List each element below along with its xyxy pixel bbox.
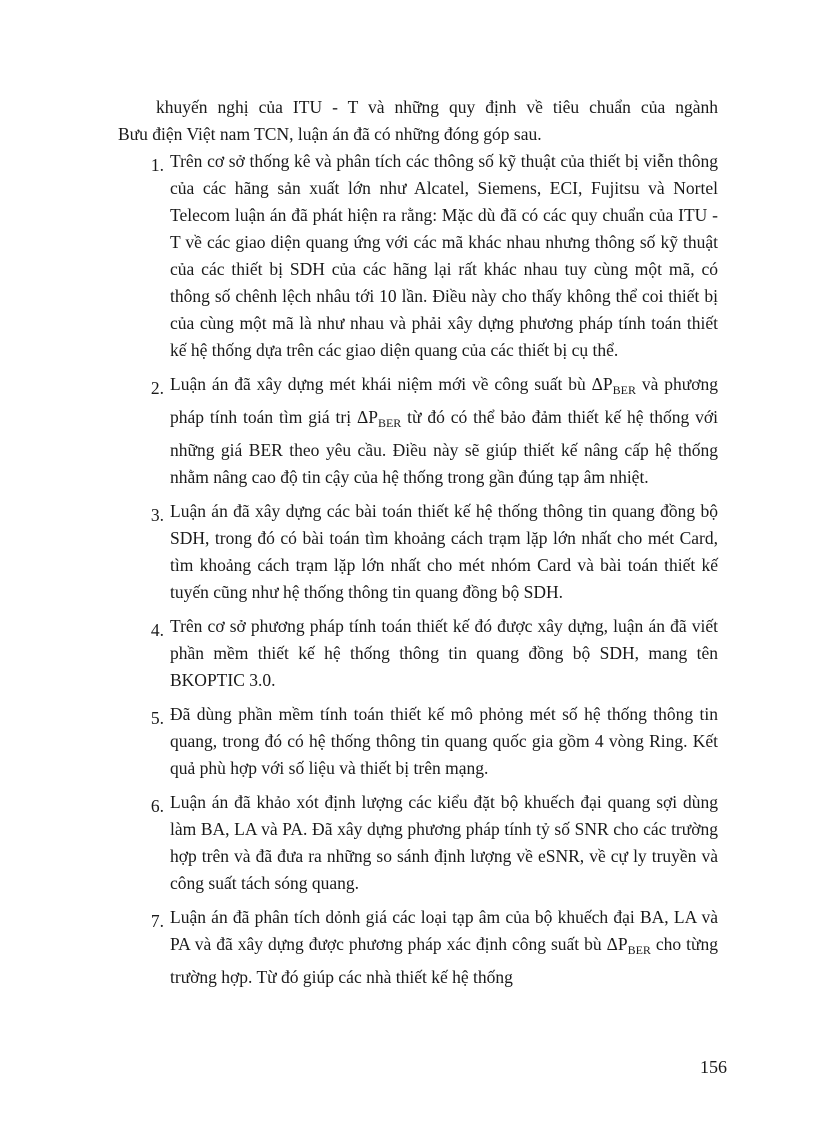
list-item-3 [118,498,718,606]
list-item-5 [118,701,718,782]
item-text: Luận án đã khảo xót định lượng các kiểu đặt bộ khuếch đại quang sợi dùng làm BA, LA và PA. Đã xây dựng phương pháp tính tỷ số SNR cho các trường hợp trên và đã đưa ra những so sánh định lượng về eSNR, về cự ly truyền và công suất tách sóng quang. [170,792,718,893]
item-number: 5. [150,708,164,728]
list-item-4 [118,613,718,694]
item-text [170,904,718,991]
item-number: 4. [150,620,164,640]
item-number: 1. [150,155,164,175]
item-text-part: cho từng trường hợp. Từ đó giúp các nhà thiết kế hệ thống [170,934,718,987]
item-text: Đã dùng phần mềm tính toán thiết kế mô phỏng mét số hệ thống thông tin quang, trong đó có hệ thống thông tin quang quốc gia gồm 4 vòng Ring. Kết quả phù hợp với số liệu và thiết bị trên mạng. [170,704,718,778]
item-text-part: Luận án đã xây dựng mét khái niệm mới về công suất bù ΔP [170,374,613,394]
intro-line-1: khuyến nghị của ITU - T và những quy định về tiêu chuẩn của ngành [156,97,718,117]
list-item-7 [118,904,718,991]
item-number: 7. [150,911,164,931]
item-number: 6. [150,796,164,816]
item-text-part: Luận án đã phân tích dỏnh giá các loại tạp âm của bộ khuếch đại BA, LA và PA và đã xây dựng được phương pháp xác định công suất bù ΔP [170,907,718,954]
item-text-part: từ đó có thể bảo đảm thiết kế hệ thống với những giá BER theo yêu cầu. Điều này sẽ giúp thiết kế nâng cấp hệ thống nhằm nâng cao độ tin cậy của hệ thống trong gần đúng tạp âm nhiệt. [170,407,719,487]
contributions-list [118,148,718,998]
subscript: BER [627,943,651,957]
item-text [170,371,718,491]
list-item-6 [118,789,718,897]
list-item-2 [118,371,718,491]
item-number: 3. [150,505,164,525]
subscript: BER [612,383,636,397]
item-text: Trên cơ sở phương pháp tính toán thiết kế đó được xây dựng, luận án đã viết phần mềm thiết kế hệ thống thông tin quang đồng bộ SDH, mang tên BKOPTIC 3.0. [170,616,718,690]
item-number: 2. [150,378,164,398]
item-text: Luận án đã xây dựng các bài toán thiết kế hệ thống thông tin quang đồng bộ SDH, trong đó có bài toán tìm khoảng cách trạm lặp lớn nhất cho mét Card, tìm khoảng cách trạm lặp lớn nhất cho mét nhóm Card và bài toán thiết kế tuyến cũng như hệ thống thông tin quang đồng bộ SDH. [170,501,718,602]
item-text-part: và phương pháp tính toán tìm giá trị ΔP [170,374,719,427]
item-text: Trên cơ sở thống kê và phân tích các thông số kỹ thuật của thiết bị viễn thông của các hãng sản xuất lớn như Alcatel, Siemens, ECI, Fujitsu và Nortel Telecom luận án đã phát hiện ra rằng: Mặc dù đã có các quy chuẩn của ITU - T về các giao diện quang ứng với các mã khác nhau nhưng thông số kỹ thuật của các thiết bị SDH của các hãng lại rất khác nhau tuy cùng một mã, có thông số chênh lệch nhâu tới 10 lần. Điều này cho thấy không thể coi thiết bị của cùng một mã là như nhau và phải xây dựng phương pháp tính toán thiết kế hệ thống dựa trên các giao diện quang của các thiết bị cụ thể. [170,151,718,360]
page-number: 156 [700,1057,727,1077]
list-item-1 [118,148,718,364]
intro-line-2: Bưu điện Việt nam TCN, luận án đã có những đóng góp sau. [118,124,542,144]
subscript: BER [377,416,402,430]
intro-paragraph [118,94,718,148]
